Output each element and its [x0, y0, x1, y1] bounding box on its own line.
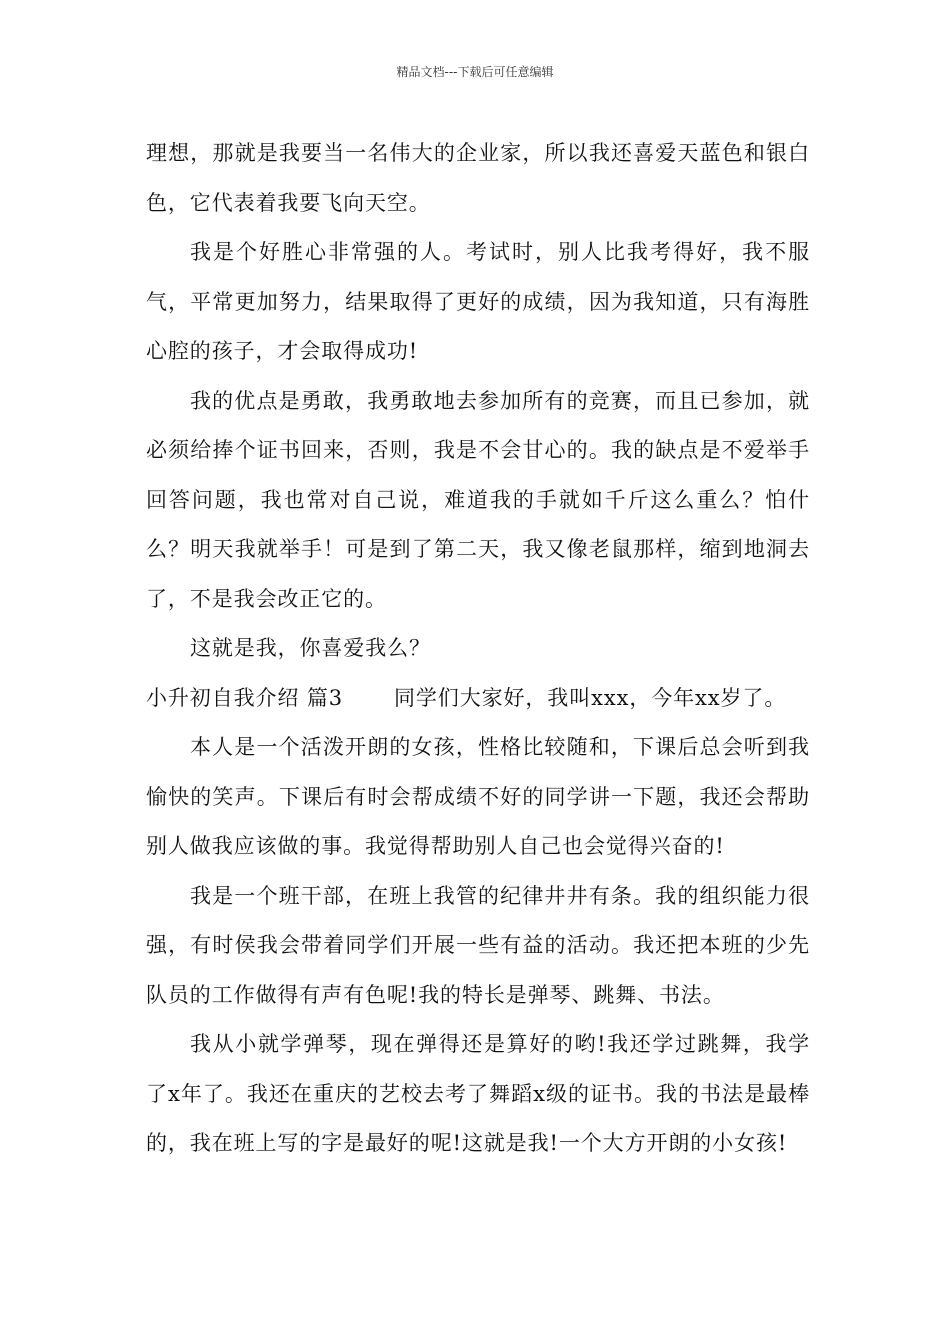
section-3-line: [146, 674, 810, 724]
section-3-title: 小升初自我介绍 篇3: [146, 685, 344, 710]
paragraph-6: 我是一个班干部，在班上我管的纪律井井有条。我的组织能力很强，有时侯我会带着同学们开展一些有益的活动。我还把本班的少先队员的工作做得有声有色呢!我的特长是弹琴、跳舞、书法。: [146, 883, 810, 1007]
paragraph-4: 这就是我，你喜爱我么？: [190, 636, 431, 660]
paragraph-7: 我从小就学弹琴，现在弹得还是算好的哟!我还学过跳舞，我学了x年了。我还在重庆的艺校去考了舞蹈x级的证书。我的书法是最棒的，我在班上写的字是最好的呢!这就是我!一个大方开朗的小女孩!: [146, 1032, 810, 1155]
page-header: 精品文档---下载后可任意编辑: [396, 65, 554, 79]
document-body: [146, 129, 810, 1169]
section-3-first-line: 同学们大家好，我叫xxx，今年xx岁了。: [394, 685, 787, 710]
paragraph-1: 理想，那就是我要当一名伟大的企业家，所以我还喜爱天蓝色和银白色，它代表着我要飞向天空。: [146, 141, 810, 215]
paragraph-2: 我是个好胜心非常强的人。考试时，别人比我考得好，我不服气，平常更加努力，结果取得了更好的成绩，因为我知道，只有海胜心腔的孩子，才会取得成功!: [146, 240, 810, 363]
paragraph-5: 本人是一个活泼开朗的女孩，性格比较随和，下课后总会听到我愉快的笑声。下课后有时会帮成绩不好的同学讲一下题，我还会帮助别人做我应该做的事。我觉得帮助别人自己也会觉得兴奋的!: [146, 735, 810, 858]
paragraph-3: 我的优点是勇敢，我勇敢地去参加所有的竞赛，而且已参加，就必须给捧个证书回来，否则，我是不会甘心的。我的缺点是不爱举手回答问题，我也常对自己说，难道我的手就如千斤这么重么？怕什么？明天我就举手！可是到了第二天，我又像老鼠那样，缩到地洞去了，不是我会改正它的。: [146, 388, 810, 611]
